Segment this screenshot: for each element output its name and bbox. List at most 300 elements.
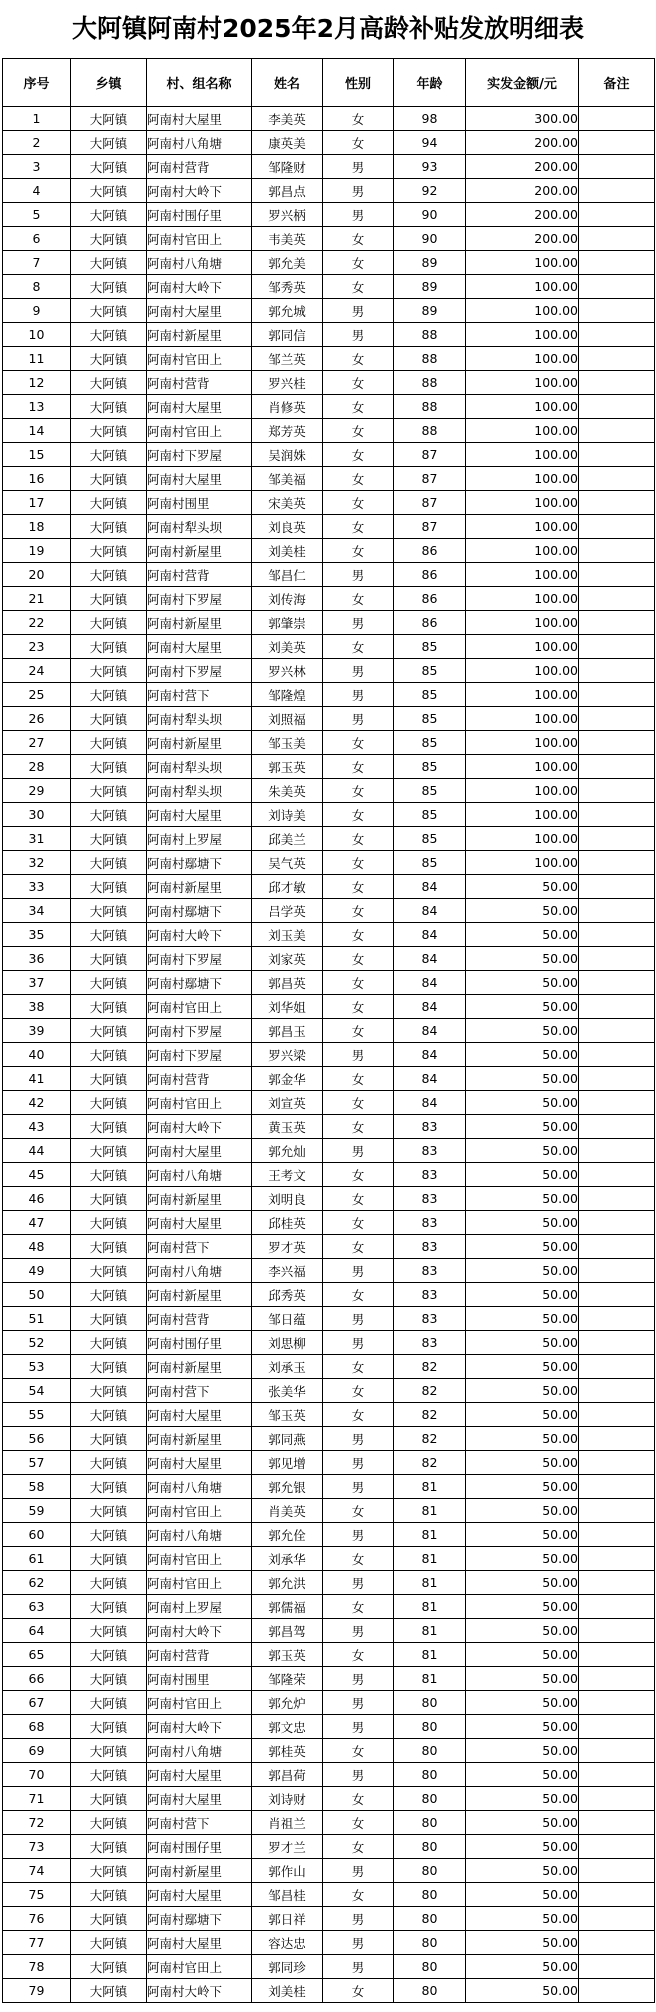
remark-cell [579,1955,655,1979]
gender-cell: 男 [323,203,394,227]
header-age: 年龄 [394,59,466,107]
town-cell: 大阿镇 [71,1379,147,1403]
name-cell: 刘美桂 [252,539,323,563]
gender-cell: 男 [323,1571,394,1595]
village-cell: 阿南村八角塘 [147,1259,252,1283]
age-cell: 85 [394,851,466,875]
index-cell: 64 [3,1619,71,1643]
village-cell: 阿南村鄢塘下 [147,1907,252,1931]
village-cell: 阿南村大屋里 [147,107,252,131]
amount-cell: 50.00 [466,1139,579,1163]
index-cell: 74 [3,1859,71,1883]
town-cell: 大阿镇 [71,1259,147,1283]
remark-cell [579,107,655,131]
village-cell: 阿南村下罗屋 [147,1043,252,1067]
gender-cell: 男 [323,1667,394,1691]
index-cell: 48 [3,1235,71,1259]
village-cell: 阿南村新屋里 [147,539,252,563]
town-cell: 大阿镇 [71,131,147,155]
index-cell: 19 [3,539,71,563]
name-cell: 郭允灿 [252,1139,323,1163]
name-cell: 张美华 [252,1379,323,1403]
name-cell: 郭昌驾 [252,1619,323,1643]
village-cell: 阿南村大屋里 [147,299,252,323]
age-cell: 80 [394,1955,466,1979]
gender-cell: 女 [323,803,394,827]
remark-cell [579,467,655,491]
name-cell: 邹昌桂 [252,1883,323,1907]
table-row [3,563,655,587]
index-cell: 72 [3,1811,71,1835]
name-cell: 康英美 [252,131,323,155]
village-cell: 阿南村犁头坝 [147,707,252,731]
table-row [3,1691,655,1715]
remark-cell [579,1043,655,1067]
remark-cell [579,803,655,827]
village-cell: 阿南村营下 [147,683,252,707]
village-cell: 阿南村围仔里 [147,1835,252,1859]
gender-cell: 男 [323,1043,394,1067]
index-cell: 4 [3,179,71,203]
header-index: 序号 [3,59,71,107]
gender-cell: 女 [323,995,394,1019]
remark-cell [579,1427,655,1451]
gender-cell: 女 [323,347,394,371]
index-cell: 18 [3,515,71,539]
amount-cell: 50.00 [466,1067,579,1091]
village-cell: 阿南村大岭下 [147,1979,252,2003]
village-cell: 阿南村官田上 [147,1955,252,1979]
gender-cell: 女 [323,1835,394,1859]
table-row [3,827,655,851]
age-cell: 84 [394,875,466,899]
town-cell: 大阿镇 [71,107,147,131]
gender-cell: 女 [323,1355,394,1379]
amount-cell: 100.00 [466,467,579,491]
remark-cell [579,1211,655,1235]
age-cell: 81 [394,1571,466,1595]
town-cell: 大阿镇 [71,611,147,635]
name-cell: 邱才敏 [252,875,323,899]
remark-cell [579,395,655,419]
village-cell: 阿南村营背 [147,371,252,395]
index-cell: 1 [3,107,71,131]
amount-cell: 50.00 [466,923,579,947]
amount-cell: 100.00 [466,371,579,395]
name-cell: 郭肇崇 [252,611,323,635]
remark-cell [579,155,655,179]
village-cell: 阿南村八角塘 [147,1163,252,1187]
remark-cell [579,851,655,875]
town-cell: 大阿镇 [71,971,147,995]
gender-cell: 女 [323,251,394,275]
town-cell: 大阿镇 [71,707,147,731]
table-row [3,323,655,347]
age-cell: 89 [394,299,466,323]
index-cell: 26 [3,707,71,731]
name-cell: 刘思柳 [252,1331,323,1355]
amount-cell: 50.00 [466,1691,579,1715]
table-row [3,1955,655,1979]
remark-cell [579,1571,655,1595]
town-cell: 大阿镇 [71,1091,147,1115]
remark-cell [579,635,655,659]
town-cell: 大阿镇 [71,683,147,707]
remark-cell [579,1307,655,1331]
name-cell: 郭作山 [252,1859,323,1883]
amount-cell: 100.00 [466,587,579,611]
age-cell: 86 [394,611,466,635]
table-row [3,371,655,395]
gender-cell: 男 [323,1763,394,1787]
gender-cell: 女 [323,1379,394,1403]
amount-cell: 50.00 [466,1571,579,1595]
table-row [3,1859,655,1883]
name-cell: 刘宣英 [252,1091,323,1115]
gender-cell: 男 [323,1307,394,1331]
town-cell: 大阿镇 [71,1019,147,1043]
index-cell: 61 [3,1547,71,1571]
table-row [3,1307,655,1331]
amount-cell: 50.00 [466,1475,579,1499]
amount-cell: 50.00 [466,1859,579,1883]
index-cell: 67 [3,1691,71,1715]
table-row [3,1739,655,1763]
amount-cell: 100.00 [466,539,579,563]
name-cell: 刘华姐 [252,995,323,1019]
gender-cell: 女 [323,731,394,755]
name-cell: 王考文 [252,1163,323,1187]
name-cell: 郭昌点 [252,179,323,203]
name-cell: 郭允银 [252,1475,323,1499]
remark-cell [579,539,655,563]
index-cell: 3 [3,155,71,179]
amount-cell: 100.00 [466,347,579,371]
index-cell: 35 [3,923,71,947]
gender-cell: 女 [323,515,394,539]
remark-cell [579,131,655,155]
remark-cell [579,299,655,323]
table-row [3,1811,655,1835]
village-cell: 阿南村大屋里 [147,1403,252,1427]
gender-cell: 女 [323,1643,394,1667]
name-cell: 刘承玉 [252,1355,323,1379]
town-cell: 大阿镇 [71,1187,147,1211]
index-cell: 70 [3,1763,71,1787]
remark-cell [579,1979,655,2003]
amount-cell: 50.00 [466,1043,579,1067]
table-row [3,347,655,371]
age-cell: 80 [394,1835,466,1859]
village-cell: 阿南村官田上 [147,1691,252,1715]
remark-cell [579,1763,655,1787]
village-cell: 阿南村大屋里 [147,635,252,659]
name-cell: 黄玉英 [252,1115,323,1139]
village-cell: 阿南村官田上 [147,1091,252,1115]
remark-cell [579,1163,655,1187]
village-cell: 阿南村八角塘 [147,1739,252,1763]
age-cell: 83 [394,1259,466,1283]
table-row [3,1931,655,1955]
town-cell: 大阿镇 [71,1235,147,1259]
town-cell: 大阿镇 [71,851,147,875]
name-cell: 李兴福 [252,1259,323,1283]
age-cell: 88 [394,347,466,371]
town-cell: 大阿镇 [71,1931,147,1955]
index-cell: 68 [3,1715,71,1739]
gender-cell: 男 [323,1691,394,1715]
village-cell: 阿南村八角塘 [147,1523,252,1547]
remark-cell [579,1811,655,1835]
table-row [3,1547,655,1571]
name-cell: 罗才英 [252,1235,323,1259]
town-cell: 大阿镇 [71,923,147,947]
index-cell: 71 [3,1787,71,1811]
amount-cell: 100.00 [466,851,579,875]
amount-cell: 50.00 [466,1811,579,1835]
table-row [3,131,655,155]
amount-cell: 100.00 [466,515,579,539]
gender-cell: 女 [323,443,394,467]
village-cell: 阿南村营背 [147,563,252,587]
name-cell: 刘家英 [252,947,323,971]
village-cell: 阿南村官田上 [147,1571,252,1595]
village-cell: 阿南村八角塘 [147,251,252,275]
village-cell: 阿南村大屋里 [147,1763,252,1787]
index-cell: 44 [3,1139,71,1163]
amount-cell: 50.00 [466,1403,579,1427]
town-cell: 大阿镇 [71,899,147,923]
name-cell: 罗才兰 [252,1835,323,1859]
town-cell: 大阿镇 [71,1811,147,1835]
town-cell: 大阿镇 [71,1403,147,1427]
town-cell: 大阿镇 [71,155,147,179]
amount-cell: 100.00 [466,659,579,683]
village-cell: 阿南村鄢塘下 [147,899,252,923]
age-cell: 83 [394,1307,466,1331]
gender-cell: 男 [323,1859,394,1883]
town-cell: 大阿镇 [71,1907,147,1931]
town-cell: 大阿镇 [71,1067,147,1091]
town-cell: 大阿镇 [71,1595,147,1619]
gender-cell: 女 [323,923,394,947]
town-cell: 大阿镇 [71,347,147,371]
table-row [3,1571,655,1595]
name-cell: 刘明良 [252,1187,323,1211]
age-cell: 83 [394,1211,466,1235]
gender-cell: 女 [323,1163,394,1187]
index-cell: 39 [3,1019,71,1043]
gender-cell: 女 [323,1283,394,1307]
amount-cell: 50.00 [466,1451,579,1475]
town-cell: 大阿镇 [71,1619,147,1643]
table-row [3,1283,655,1307]
gender-cell: 男 [323,1931,394,1955]
remark-cell [579,1907,655,1931]
remark-cell [579,1187,655,1211]
name-cell: 郭允美 [252,251,323,275]
table-row [3,1187,655,1211]
village-cell: 阿南村营背 [147,155,252,179]
village-cell: 阿南村下罗屋 [147,659,252,683]
town-cell: 大阿镇 [71,467,147,491]
table-row [3,1643,655,1667]
name-cell: 邱美兰 [252,827,323,851]
village-cell: 阿南村官田上 [147,419,252,443]
amount-cell: 100.00 [466,419,579,443]
index-cell: 78 [3,1955,71,1979]
remark-cell [579,1379,655,1403]
amount-cell: 50.00 [466,1427,579,1451]
amount-cell: 100.00 [466,779,579,803]
age-cell: 83 [394,1235,466,1259]
amount-cell: 50.00 [466,1115,579,1139]
gender-cell: 男 [323,611,394,635]
table-row [3,1379,655,1403]
amount-cell: 50.00 [466,1235,579,1259]
town-cell: 大阿镇 [71,515,147,539]
gender-cell: 女 [323,1499,394,1523]
index-cell: 15 [3,443,71,467]
name-cell: 罗兴桂 [252,371,323,395]
index-cell: 59 [3,1499,71,1523]
age-cell: 81 [394,1619,466,1643]
village-cell: 阿南村大屋里 [147,467,252,491]
town-cell: 大阿镇 [71,1427,147,1451]
age-cell: 80 [394,1931,466,1955]
index-cell: 13 [3,395,71,419]
town-cell: 大阿镇 [71,179,147,203]
index-cell: 28 [3,755,71,779]
amount-cell: 200.00 [466,131,579,155]
table-row [3,851,655,875]
index-cell: 54 [3,1379,71,1403]
name-cell: 邹隆财 [252,155,323,179]
remark-cell [579,1739,655,1763]
table-row [3,491,655,515]
table-row [3,1259,655,1283]
table-row [3,1451,655,1475]
age-cell: 87 [394,443,466,467]
table-row [3,1427,655,1451]
amount-cell: 50.00 [466,1763,579,1787]
gender-cell: 男 [323,1907,394,1931]
remark-cell [579,779,655,803]
village-cell: 阿南村新屋里 [147,875,252,899]
gender-cell: 女 [323,971,394,995]
amount-cell: 100.00 [466,827,579,851]
town-cell: 大阿镇 [71,1451,147,1475]
index-cell: 56 [3,1427,71,1451]
remark-cell [579,1619,655,1643]
gender-cell: 男 [323,683,394,707]
name-cell: 郭昌英 [252,971,323,995]
table-row [3,1331,655,1355]
name-cell: 刘诗美 [252,803,323,827]
name-cell: 郭允佺 [252,1523,323,1547]
remark-cell [579,1523,655,1547]
remark-cell [579,875,655,899]
table-row [3,1619,655,1643]
remark-cell [579,1139,655,1163]
age-cell: 86 [394,563,466,587]
table-row [3,515,655,539]
town-cell: 大阿镇 [71,251,147,275]
gender-cell: 女 [323,899,394,923]
village-cell: 阿南村营下 [147,1811,252,1835]
name-cell: 郭同信 [252,323,323,347]
index-cell: 24 [3,659,71,683]
age-cell: 83 [394,1115,466,1139]
amount-cell: 50.00 [466,1523,579,1547]
index-cell: 31 [3,827,71,851]
name-cell: 郭金华 [252,1067,323,1091]
table-row [3,203,655,227]
age-cell: 88 [394,371,466,395]
name-cell: 刘诗财 [252,1787,323,1811]
header-gender: 性别 [323,59,394,107]
gender-cell: 男 [323,1331,394,1355]
index-cell: 17 [3,491,71,515]
name-cell: 郭桂英 [252,1739,323,1763]
name-cell: 邹玉英 [252,1403,323,1427]
age-cell: 81 [394,1475,466,1499]
village-cell: 阿南村围仔里 [147,203,252,227]
gender-cell: 女 [323,1187,394,1211]
amount-cell: 50.00 [466,1739,579,1763]
remark-cell [579,515,655,539]
table-row [3,683,655,707]
amount-cell: 200.00 [466,227,579,251]
name-cell: 朱美英 [252,779,323,803]
table-header-row [3,59,655,107]
table-row [3,395,655,419]
gender-cell: 女 [323,755,394,779]
gender-cell: 女 [323,227,394,251]
age-cell: 85 [394,659,466,683]
amount-cell: 100.00 [466,683,579,707]
age-cell: 84 [394,923,466,947]
town-cell: 大阿镇 [71,1787,147,1811]
gender-cell: 女 [323,779,394,803]
table-row [3,899,655,923]
town-cell: 大阿镇 [71,587,147,611]
remark-cell [579,1355,655,1379]
village-cell: 阿南村官田上 [147,995,252,1019]
index-cell: 23 [3,635,71,659]
gender-cell: 女 [323,875,394,899]
gender-cell: 男 [323,1955,394,1979]
name-cell: 郭同珍 [252,1955,323,1979]
age-cell: 83 [394,1139,466,1163]
remark-cell [579,971,655,995]
remark-cell [579,755,655,779]
index-cell: 69 [3,1739,71,1763]
town-cell: 大阿镇 [71,1043,147,1067]
gender-cell: 男 [323,1619,394,1643]
town-cell: 大阿镇 [71,203,147,227]
gender-cell: 女 [323,1979,394,2003]
town-cell: 大阿镇 [71,299,147,323]
gender-cell: 女 [323,1787,394,1811]
index-cell: 77 [3,1931,71,1955]
remark-cell [579,1115,655,1139]
amount-cell: 50.00 [466,1883,579,1907]
remark-cell [579,659,655,683]
header-remark: 备注 [579,59,655,107]
table-row [3,1595,655,1619]
table-row [3,1907,655,1931]
